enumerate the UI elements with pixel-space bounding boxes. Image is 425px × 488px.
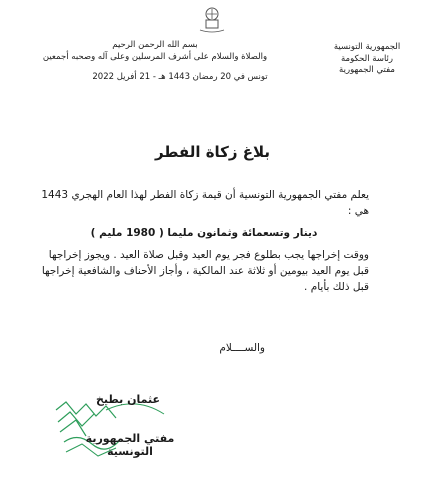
opening-invocation — [40, 40, 270, 63]
institution-header — [317, 42, 417, 77]
details-paragraph: ووقت إخراجها يجب بطلوع فجر يوم العيد وقبل صلاة العيد . ويجوز إخراجها قبل يوم العيد بيومين أو ثلاثة عند المالكية ، وأجاز الأحناف والشافعية إخراجها قبل ذلك بأيام . — [41, 249, 369, 293]
institution-line-1: الجمهورية التونسية — [333, 42, 401, 52]
signatory-name: عثمان بطيخ — [96, 393, 160, 406]
state-seal-icon — [192, 4, 232, 34]
blessing: والصلاة والسلام على أشرف المرسلين وعلى آله وصحبه أجمعين — [42, 51, 268, 62]
issue-date: تونس في 20 رمضان 1443 هـ - 21 أفريل 2022 — [92, 72, 268, 82]
basmala: بسم الله الرحمن الرحيم — [112, 40, 198, 50]
institution-line-2: رئاسة الحكومة — [340, 53, 394, 64]
announcement-body — [39, 187, 369, 295]
signatory-title: مفتي الجمهورية التونسية — [85, 432, 175, 458]
zakat-amount: دينار وتسعمائة وثمانون مليما ( 1980 مليم ) — [90, 227, 318, 239]
intro-paragraph: يعلم مفتي الجمهورية التونسية أن قيمة زكاة الفطر لهذا العام الهجري 1443 هي : — [41, 189, 369, 217]
institution-line-3: مفتي الجمهورية — [339, 65, 395, 75]
closing-greeting: والســــلام — [219, 342, 265, 354]
document-title: بلاغ زكاة الفطر — [154, 143, 271, 161]
